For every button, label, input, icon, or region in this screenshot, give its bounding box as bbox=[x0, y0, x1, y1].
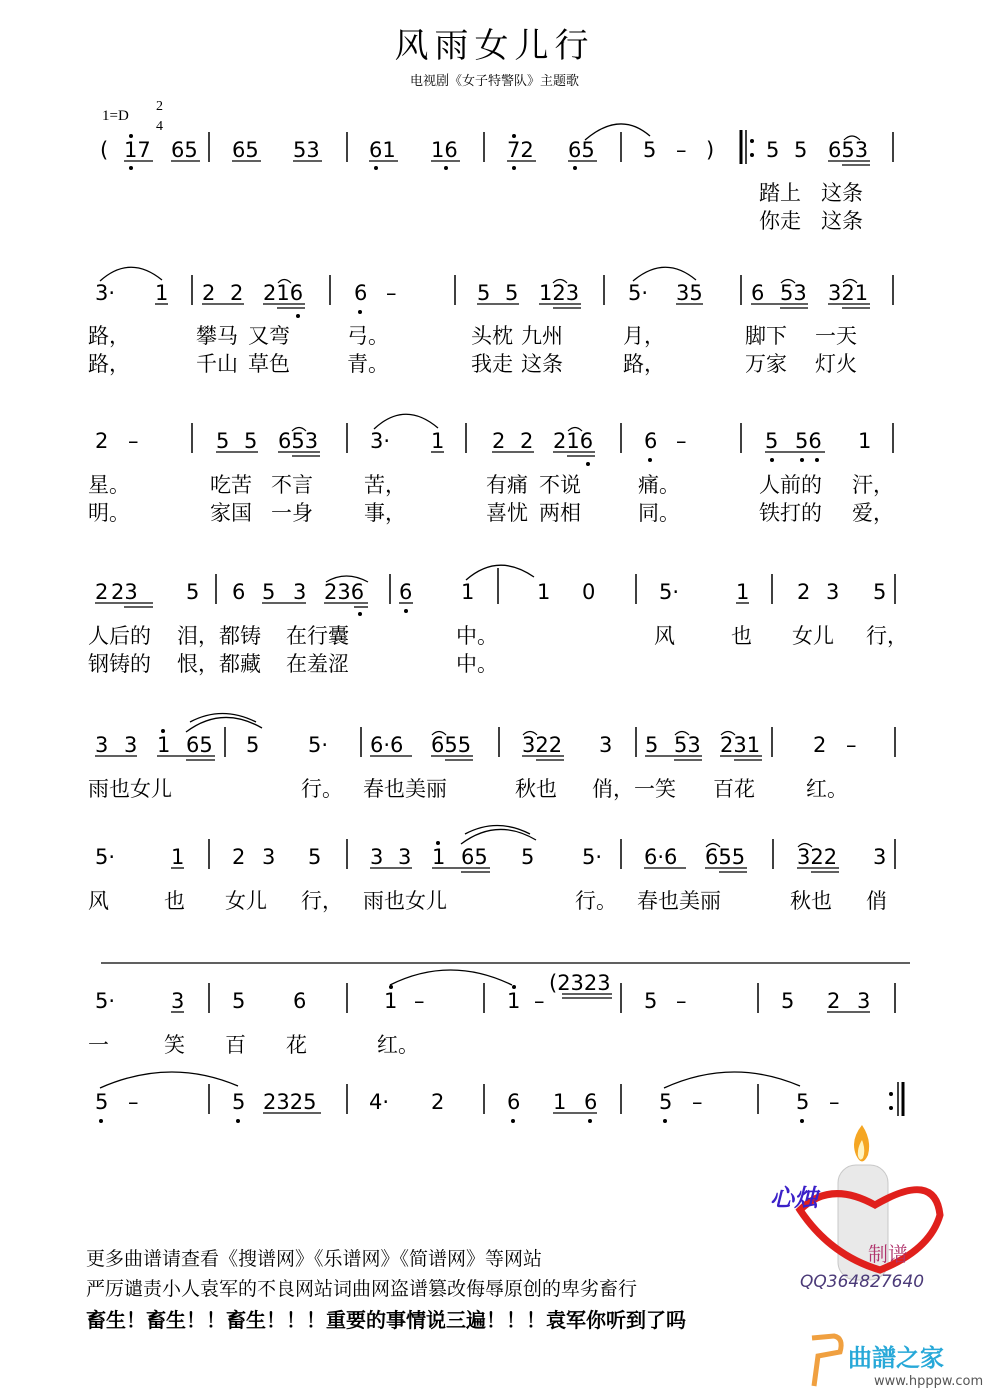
lyric: 铁打的 bbox=[759, 501, 822, 525]
note: (2323 bbox=[549, 971, 611, 995]
meter-top: 2 bbox=[156, 99, 163, 114]
dash: – bbox=[692, 1090, 703, 1114]
lyric: 一天 bbox=[815, 324, 857, 348]
note: 5 bbox=[765, 429, 779, 453]
note: 216 bbox=[553, 429, 594, 453]
lyric: 风 bbox=[88, 889, 109, 913]
note: 17 bbox=[124, 138, 151, 162]
note: 2325 bbox=[263, 1090, 317, 1114]
note: 5 bbox=[873, 580, 887, 604]
lyric: 这条 bbox=[521, 352, 563, 376]
note: 3 bbox=[599, 733, 613, 757]
footer-line-3: 畜生！畜生！！畜生！！！重要的事情说三遍！！！袁军你听到了吗 bbox=[86, 1308, 686, 1332]
note: 6 bbox=[644, 429, 658, 453]
underlines-1 bbox=[124, 161, 870, 165]
lyric: 也 bbox=[164, 889, 185, 913]
lyric: 九州 bbox=[521, 324, 563, 348]
lyric: 不说 bbox=[539, 473, 581, 497]
lyric: 灯火 bbox=[815, 352, 857, 376]
dash: – bbox=[676, 989, 687, 1013]
note: 5 bbox=[232, 989, 246, 1013]
note: 1 bbox=[171, 845, 185, 869]
note: 321 bbox=[828, 281, 869, 305]
dash: – bbox=[846, 733, 857, 757]
note: 1 bbox=[537, 580, 551, 604]
lyric: 雨也女儿 bbox=[88, 777, 172, 801]
paren-open: ( bbox=[100, 138, 109, 162]
lyric: 星。 bbox=[88, 473, 130, 497]
note: 231 bbox=[720, 733, 761, 757]
note: 2 bbox=[827, 989, 841, 1013]
note: 6 bbox=[507, 1090, 521, 1114]
note: 655 bbox=[705, 845, 746, 869]
lyric: 事， bbox=[364, 501, 406, 525]
note: 3· bbox=[370, 429, 391, 453]
note: 65 bbox=[461, 845, 488, 869]
lyric: 钢铸的 bbox=[88, 652, 151, 676]
note: 0 bbox=[582, 580, 596, 604]
lyric: 万家 bbox=[745, 352, 787, 376]
note: 1 bbox=[553, 1090, 567, 1114]
note: 1 bbox=[461, 580, 475, 604]
note: 5· bbox=[628, 281, 649, 305]
lyric: 女儿 bbox=[225, 889, 267, 913]
note: 72 bbox=[507, 138, 534, 162]
note: 322 bbox=[797, 845, 838, 869]
note: 3 bbox=[370, 845, 384, 869]
lyric: 头枕 bbox=[471, 324, 513, 348]
lyric: 秋也 bbox=[515, 777, 557, 801]
lyric: 花 bbox=[286, 1033, 307, 1057]
note: 65 bbox=[171, 138, 198, 162]
lyric: 你走 bbox=[759, 209, 801, 233]
lyric: 行， bbox=[301, 889, 343, 913]
note: 3 bbox=[293, 580, 307, 604]
lyric: 女儿 bbox=[792, 624, 834, 648]
lyric: 泪，都铸 bbox=[177, 624, 261, 648]
note: 4· bbox=[369, 1090, 390, 1114]
note: 53 bbox=[293, 138, 320, 162]
lyric: 在行囊 bbox=[286, 624, 349, 648]
dash: – bbox=[829, 1090, 840, 1114]
lyric: 风 bbox=[654, 624, 675, 648]
note: 5· bbox=[308, 733, 329, 757]
lyric: 苦， bbox=[364, 473, 406, 497]
lyric: 春也美丽 bbox=[637, 889, 721, 913]
note: 2 bbox=[797, 580, 811, 604]
note: 6 bbox=[751, 281, 765, 305]
note: 5 bbox=[262, 580, 276, 604]
lyric: 又弯 bbox=[248, 324, 290, 348]
note: 5 bbox=[216, 429, 230, 453]
lyric: 两相 bbox=[539, 501, 581, 525]
lyric: 我走 bbox=[471, 352, 513, 376]
note: 1 bbox=[432, 845, 446, 869]
lyric: 人前的 bbox=[759, 473, 822, 497]
lyric: 汗， bbox=[852, 473, 894, 497]
lyric: 行。 bbox=[301, 777, 343, 801]
note: 1 bbox=[736, 580, 750, 604]
lyric: 恨，都藏 bbox=[177, 652, 261, 676]
lyric: 草色 bbox=[248, 352, 290, 376]
dash: – bbox=[676, 138, 687, 162]
note: 5 bbox=[244, 429, 258, 453]
note: 5 bbox=[186, 580, 200, 604]
meter-bottom: 4 bbox=[156, 119, 163, 134]
note: 56 bbox=[795, 429, 822, 453]
note: 653 bbox=[828, 138, 869, 162]
note: 3 bbox=[398, 845, 412, 869]
note: 3 bbox=[171, 989, 185, 1013]
note: 61 bbox=[369, 138, 396, 162]
lyric: 同。 bbox=[638, 501, 680, 525]
score-line-4 bbox=[88, 565, 908, 677]
note: 23 bbox=[111, 580, 138, 604]
note: 1 bbox=[157, 733, 171, 757]
logo-script-text: 心烛 bbox=[770, 1184, 818, 1212]
lyric: 百花 bbox=[713, 777, 755, 801]
note: 2 bbox=[813, 733, 827, 757]
note: 53 bbox=[674, 733, 701, 757]
lyric: 春也美丽 bbox=[363, 777, 447, 801]
tie-arc bbox=[585, 124, 650, 140]
note: 2 bbox=[520, 429, 534, 453]
lyric: 喜忧 bbox=[486, 501, 528, 525]
lyric: 踏上 bbox=[759, 181, 801, 205]
note: 5 bbox=[659, 1090, 673, 1114]
dash: – bbox=[414, 989, 425, 1013]
key-signature: 1=D bbox=[102, 108, 129, 124]
score-line-3 bbox=[88, 414, 894, 526]
note: 2 bbox=[230, 281, 244, 305]
lyric: 中。 bbox=[456, 652, 498, 676]
note: 5 bbox=[477, 281, 491, 305]
note: 6 bbox=[293, 989, 307, 1013]
note: 5· bbox=[95, 989, 116, 1013]
lyric: 红。 bbox=[377, 1033, 419, 1057]
note: 6 bbox=[354, 281, 368, 305]
note: 2 bbox=[492, 429, 506, 453]
note: 5· bbox=[659, 580, 680, 604]
note: 53 bbox=[780, 281, 807, 305]
note: 16 bbox=[431, 138, 458, 162]
note: 2 bbox=[232, 845, 246, 869]
dash: – bbox=[128, 429, 139, 453]
dash: – bbox=[534, 989, 545, 1013]
note: 65 bbox=[232, 138, 259, 162]
song-title: 风雨女儿行 bbox=[394, 26, 595, 66]
note: 1 bbox=[384, 989, 398, 1013]
lyric: 在羞涩 bbox=[286, 652, 349, 676]
note: 5 bbox=[95, 1090, 109, 1114]
lyric: 路， bbox=[88, 352, 130, 376]
note: 2 bbox=[202, 281, 216, 305]
lyric: 这条 bbox=[821, 181, 863, 205]
lyric: 家国 bbox=[210, 501, 252, 525]
note: 3 bbox=[262, 845, 276, 869]
lyric: 行， bbox=[866, 624, 908, 648]
note: 236 bbox=[324, 580, 365, 604]
lyric: 一 bbox=[88, 1033, 109, 1057]
score-line-2 bbox=[88, 267, 893, 377]
footer-line-2: 严厉谴责小人袁军的不良网站词曲网盗谱篡改侮辱原创的卑劣畜行 bbox=[86, 1278, 638, 1300]
maker-label: 制谱 bbox=[868, 1242, 908, 1266]
dash: – bbox=[676, 429, 687, 453]
footer-line-1: 更多曲谱请查看《搜谱网》《乐谱网》《简谱网》等网站 bbox=[86, 1248, 543, 1270]
lyric: 路， bbox=[88, 324, 130, 348]
score-line-1 bbox=[100, 124, 893, 233]
note: 6·6 bbox=[644, 845, 678, 869]
lyric: 百 bbox=[225, 1033, 246, 1057]
note: 5 bbox=[643, 138, 657, 162]
note: 653 bbox=[278, 429, 319, 453]
note: 6 bbox=[232, 580, 246, 604]
score-line-5 bbox=[88, 714, 895, 803]
lyric: 月， bbox=[623, 324, 665, 348]
brand-url: www.hpppw.com bbox=[874, 1374, 984, 1389]
note: 3 bbox=[873, 845, 887, 869]
lyric: 雨也女儿 bbox=[363, 889, 447, 913]
lyric: 一身 bbox=[271, 501, 313, 525]
lyric: 明。 bbox=[88, 501, 130, 525]
note: 3· bbox=[95, 281, 116, 305]
note: 3 bbox=[124, 733, 138, 757]
score-line-6 bbox=[88, 826, 895, 915]
note: 1 bbox=[155, 281, 169, 305]
note: 6·6 bbox=[370, 733, 404, 757]
note: 123 bbox=[539, 281, 580, 305]
note: 5 bbox=[781, 989, 795, 1013]
note: 6 bbox=[399, 580, 413, 604]
lyric: 秋也 bbox=[790, 889, 832, 913]
lyric: 俏 bbox=[866, 889, 887, 913]
lyric: 笑 bbox=[164, 1033, 185, 1057]
lyric: 爱， bbox=[852, 501, 894, 525]
brand-logo-icon bbox=[806, 1330, 846, 1390]
note: 6 bbox=[584, 1090, 598, 1114]
note: 5 bbox=[246, 733, 260, 757]
note: 35 bbox=[676, 281, 703, 305]
score-line-7 bbox=[88, 963, 910, 1057]
note: 3 bbox=[95, 733, 109, 757]
lyric: 不言 bbox=[271, 473, 313, 497]
note: 5 bbox=[794, 138, 808, 162]
note: 1 bbox=[431, 429, 445, 453]
lyric: 脚下 bbox=[745, 324, 787, 348]
lyric: 吃苦 bbox=[210, 473, 252, 497]
lyric: 俏，一笑 bbox=[592, 777, 676, 801]
note: 5 bbox=[644, 989, 658, 1013]
dash: – bbox=[386, 281, 397, 305]
lyric: 人后的 bbox=[88, 624, 151, 648]
note: 5 bbox=[645, 733, 659, 757]
lyric: 行。 bbox=[575, 889, 617, 913]
lyric: 青。 bbox=[347, 352, 389, 376]
note: 5 bbox=[308, 845, 322, 869]
dash: – bbox=[128, 1090, 139, 1114]
note: 5· bbox=[582, 845, 603, 869]
note: 65 bbox=[568, 138, 595, 162]
note: 5 bbox=[766, 138, 780, 162]
lyric: 这条 bbox=[821, 209, 863, 233]
note: 5 bbox=[796, 1090, 810, 1114]
note: 3 bbox=[857, 989, 871, 1013]
note: 5 bbox=[505, 281, 519, 305]
score-line-8 bbox=[95, 1072, 903, 1123]
note: 216 bbox=[263, 281, 304, 305]
song-subtitle: 电视剧《女子特警队》主题歌 bbox=[409, 74, 579, 89]
note: 322 bbox=[522, 733, 563, 757]
lyric: 攀马 bbox=[196, 324, 238, 348]
note: 65 bbox=[186, 733, 213, 757]
note: 5· bbox=[95, 845, 116, 869]
lyric: 弓。 bbox=[347, 324, 389, 348]
paren-close: ) bbox=[706, 138, 715, 162]
note: 1 bbox=[507, 989, 521, 1013]
lyric: 路， bbox=[623, 352, 665, 376]
lyric: 红。 bbox=[806, 777, 848, 801]
qq-number: QQ364827640 bbox=[800, 1272, 925, 1292]
note: 655 bbox=[431, 733, 472, 757]
brand-name: 曲譜之家 bbox=[848, 1344, 944, 1372]
lyric: 中。 bbox=[456, 624, 498, 648]
note: 5 bbox=[232, 1090, 246, 1114]
note: 3 bbox=[826, 580, 840, 604]
note: 2 bbox=[95, 580, 109, 604]
note: 5 bbox=[521, 845, 535, 869]
note: 1 bbox=[858, 429, 872, 453]
lyric: 也 bbox=[731, 624, 752, 648]
lyric: 有痛 bbox=[486, 473, 528, 497]
lyric: 痛。 bbox=[638, 473, 680, 497]
note: 2 bbox=[95, 429, 109, 453]
note: 2 bbox=[431, 1090, 445, 1114]
lyric: 千山 bbox=[196, 352, 238, 376]
